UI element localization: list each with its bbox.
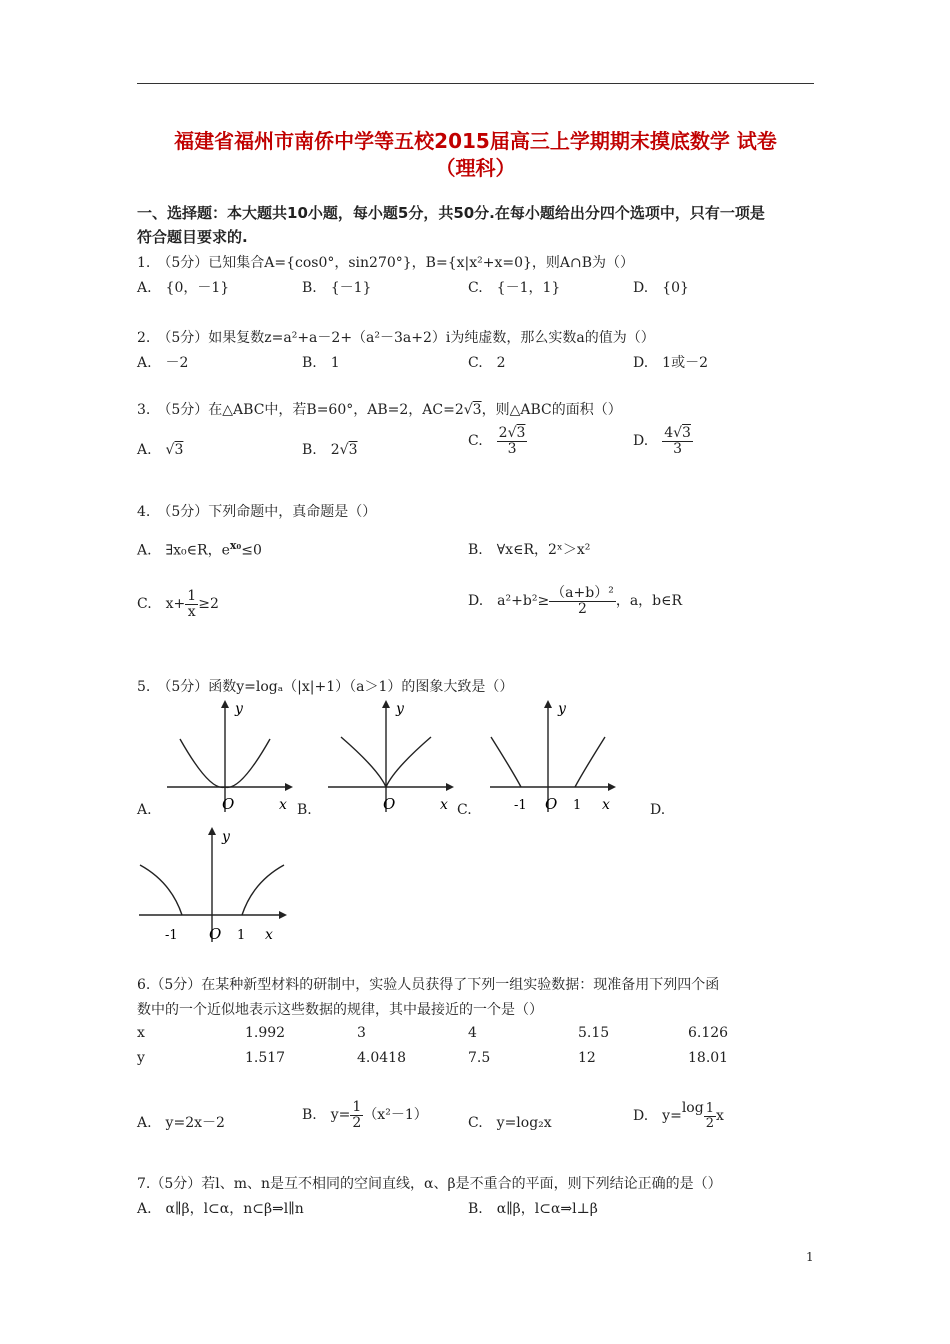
- svg-text:x: x: [440, 797, 448, 813]
- svg-text:x: x: [265, 927, 273, 943]
- table-cell: 4: [468, 1025, 477, 1041]
- q3-stem: 3. （5分）在△ABC中，若B=60°，AB=2，AC=2√3，则△ABC的面积（）: [137, 402, 622, 418]
- q2-option-b: B. 1: [302, 355, 340, 371]
- q4-stem: 4. （5分）下列命题中，真命题是（）: [137, 504, 377, 520]
- q2-option-d: D. 1或－2: [633, 355, 708, 371]
- table-cell: 1.517: [245, 1050, 286, 1066]
- q1-option-a: A. {0，－1}: [137, 280, 230, 296]
- header-rule: [137, 83, 814, 84]
- table-cell: 6.126: [688, 1025, 729, 1041]
- q3-option-a: A. √3: [137, 442, 184, 458]
- q6-option-c: C. y=log₂x: [468, 1115, 552, 1131]
- svg-text:1: 1: [237, 928, 246, 943]
- q5-graph-b: [326, 697, 456, 817]
- svg-text:O: O: [383, 795, 396, 813]
- q4-option-b: B. ∀x∈R，2ˣ＞x²: [468, 542, 591, 558]
- q6-option-b: B. y= $\frac{1}{2}$ （x²－1）: [302, 1099, 428, 1131]
- svg-text:O: O: [545, 795, 558, 813]
- q5-option-c: C.: [457, 802, 472, 818]
- svg-text:y: y: [222, 829, 230, 845]
- q5-stem: 5. （5分）函数y=logₐ（|x|+1）（a＞1）的图象大致是（）: [137, 679, 514, 695]
- q3-option-b: B. 2√3: [302, 442, 358, 458]
- q2-stem: 2. （5分）如果复数z=a²+a－2+（a²－3a+2）i为纯虚数，那么实数a的值为（）: [137, 330, 655, 346]
- q5-graph-c: [488, 697, 618, 817]
- svg-text:O: O: [209, 925, 222, 943]
- q1-option-d: D. {0}: [633, 280, 689, 296]
- table-cell: 12: [578, 1050, 596, 1066]
- q4-option-a: A. ∃x₀∈R，$e^{x_0}\le 0$: [137, 539, 262, 559]
- document-title: 福建省福州市南侨中学等五校2015届高三上学期期末摸底数学 试卷: [174, 129, 777, 153]
- table-cell: y: [137, 1050, 145, 1066]
- q6-option-d: D. y=log $\frac{1}{2}$ x: [633, 1100, 724, 1131]
- table-cell: 3: [357, 1025, 366, 1041]
- table-cell: 5.15: [578, 1025, 610, 1041]
- q5-graph-d: [137, 822, 292, 947]
- q5-option-a: A.: [137, 802, 152, 818]
- svg-text:1: 1: [573, 798, 582, 813]
- svg-text:-1: -1: [165, 928, 178, 943]
- page-number: 1: [806, 1250, 814, 1264]
- table-cell: 1.992: [245, 1025, 286, 1041]
- q5-option-b: B.: [297, 802, 312, 818]
- q6-stem-line1: 6.（5分）在某种新型材料的研制中，实验人员获得了下列一组实验数据：现准备用下列四个函: [137, 977, 720, 993]
- q4-option-d: D. a²+b²≥ $\frac{\text{（a+b）²}}{2}$ ，a，b∈R: [468, 585, 683, 617]
- q1-option-b: B. {－1}: [302, 280, 372, 296]
- svg-text:y: y: [396, 701, 404, 717]
- q7-option-a: A. α∥β，l⊂α，n⊂β⇒l∥n: [137, 1201, 304, 1217]
- svg-text:O: O: [222, 795, 235, 813]
- q6-option-a: A. y=2x－2: [137, 1115, 225, 1131]
- q5-option-d: D.: [650, 802, 666, 818]
- svg-text:x: x: [602, 797, 610, 813]
- section-heading-cont: 符合题目要求的.: [137, 228, 248, 246]
- q5-graph-a: [165, 697, 295, 817]
- q3-option-d: D. $\frac{4√3}{3}$: [633, 425, 691, 457]
- table-cell: 4.0418: [357, 1050, 406, 1066]
- table-cell: 7.5: [468, 1050, 491, 1066]
- svg-text:-1: -1: [514, 798, 527, 813]
- svg-text:x: x: [279, 797, 287, 813]
- q1-option-c: C. {－1，1}: [468, 280, 561, 296]
- q3-option-c: C. $\frac{2√3}{3}$: [468, 425, 526, 457]
- document-subtitle: （理科）: [435, 156, 516, 180]
- svg-text:y: y: [558, 701, 566, 717]
- q2-option-a: A. －2: [137, 355, 189, 371]
- table-cell: x: [137, 1025, 145, 1041]
- svg-text:y: y: [235, 701, 243, 717]
- q7-option-b: B. α∥β，l⊂α⇒l⊥β: [468, 1201, 598, 1217]
- q4-option-c: C. x+ $\frac{1}{x}$ ≥2: [137, 588, 219, 620]
- table-cell: 18.01: [688, 1050, 729, 1066]
- q2-option-c: C. 2: [468, 355, 506, 371]
- section-heading: 一、选择题：本大题共10小题，每小题5分，共50分.在每小题给出分四个选项中，只有一项是: [137, 204, 765, 222]
- q1-stem: 1. （5分）已知集合A={cos0°，sin270°}，B={x|x²+x=0}，则A∩B为（）: [137, 255, 635, 271]
- q6-stem-line2: 数中的一个近似地表示这些数据的规律，其中最接近的一个是（）: [137, 1002, 543, 1018]
- q7-stem: 7.（5分）若l、m、n是互不相同的空间直线，α、β是不重合的平面，则下列结论正确的是（）: [137, 1176, 722, 1192]
